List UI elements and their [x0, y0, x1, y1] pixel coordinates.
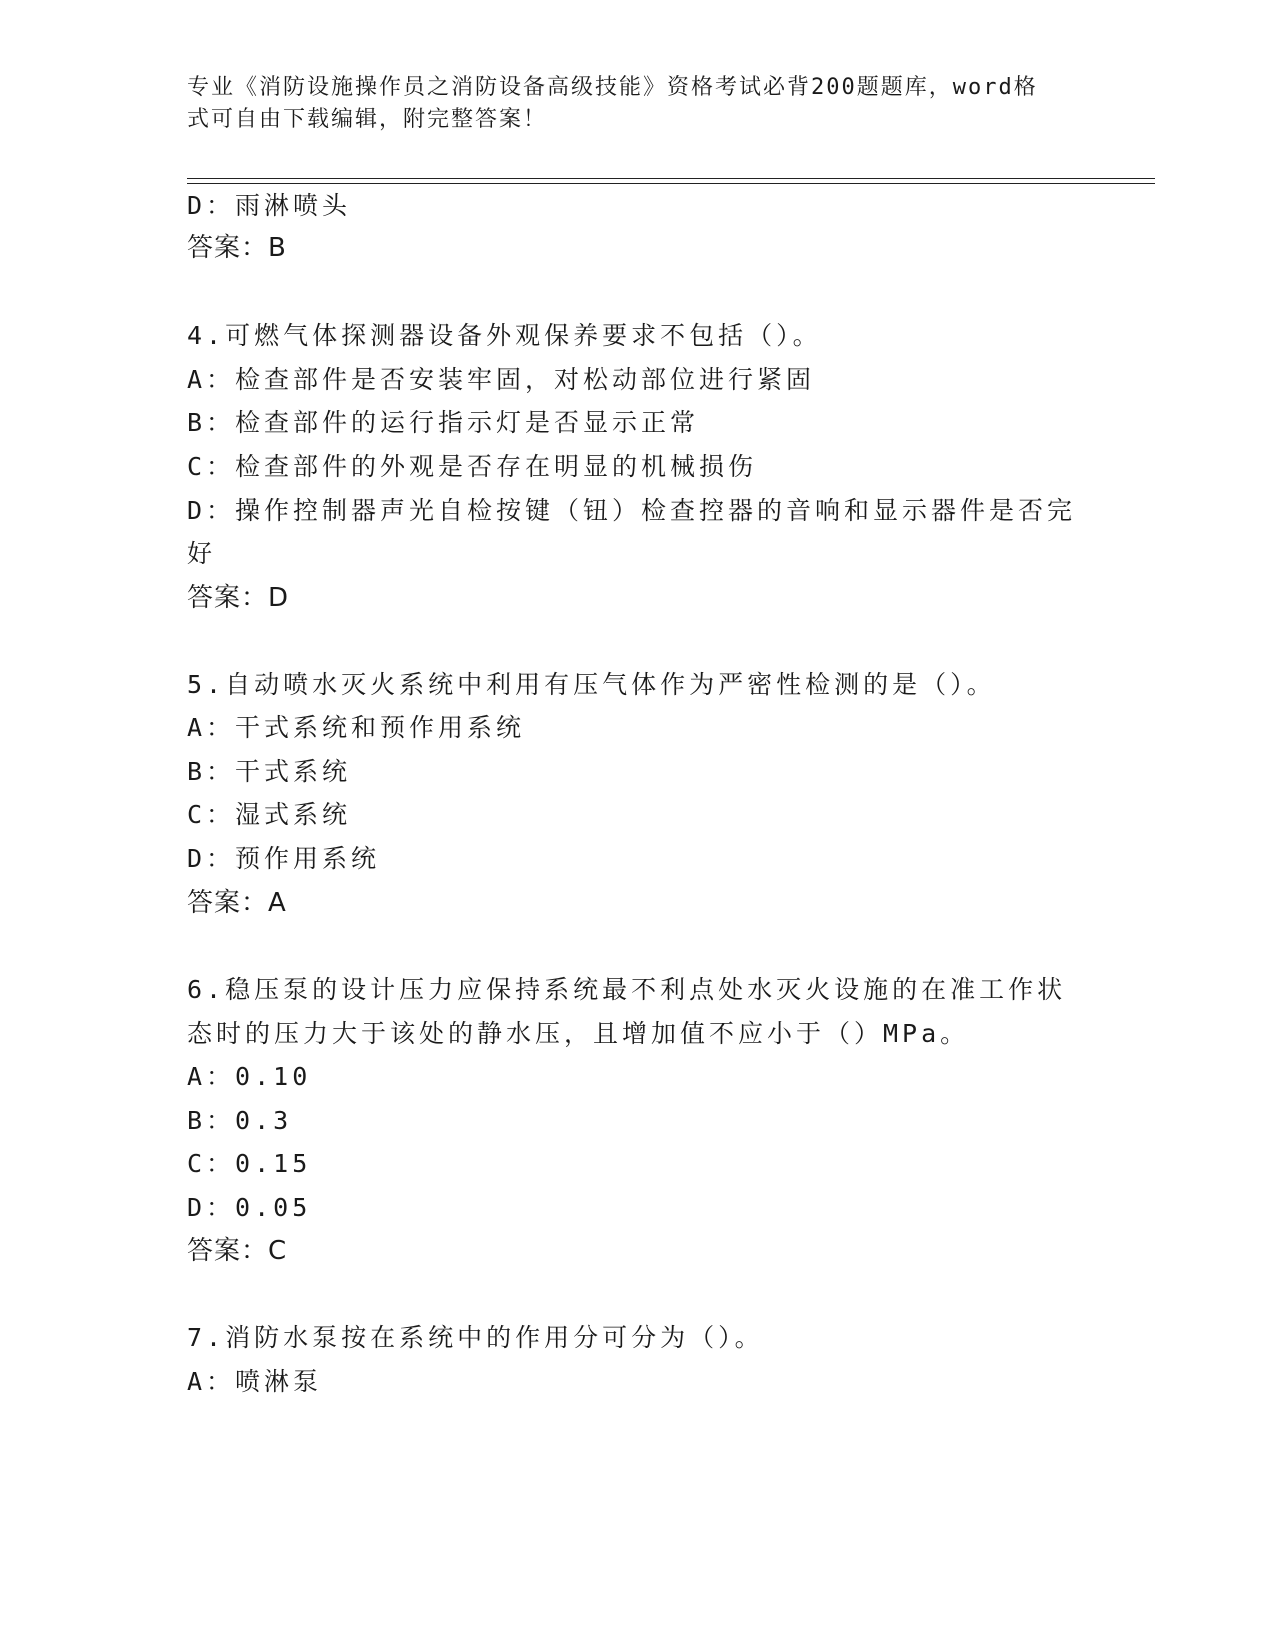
answer-line: 答案：D [187, 583, 290, 613]
header-line-2: 式可自由下载编辑，附完整答案！ [187, 107, 548, 132]
option-line: B：检查部件的运行指示灯是否显示正常 [187, 408, 700, 437]
option-line: A：0.10 [187, 1062, 312, 1091]
option-line: A：干式系统和预作用系统 [187, 713, 526, 742]
option-line: B：干式系统 [187, 757, 352, 786]
question-line: 7.消防水泵按在系统中的作用分可分为（）。 [187, 1323, 764, 1352]
answer-line: 答案：B [187, 233, 287, 263]
option-line: D：雨淋喷头 [187, 191, 352, 220]
option-line: C：检查部件的外观是否存在明显的机械损伤 [187, 452, 758, 481]
option-line: A：喷淋泵 [187, 1367, 323, 1396]
option-line: D：预作用系统 [187, 844, 381, 873]
option-line: B：0.3 [187, 1106, 293, 1135]
option-line: D：操作控制器声光自检按键（钮）检查控器的音响和显示器件是否完 [187, 496, 1077, 525]
header-line-1: 专业《消防设施操作员之消防设备高级技能》资格考试必背200题题库，word格 [187, 75, 1038, 100]
option-line: 好 [187, 539, 217, 568]
document-header [187, 72, 1067, 136]
question-line: 5.自动喷水灭火系统中利用有压气体作为严密性检测的是（）。 [187, 670, 996, 699]
question-line: 态时的压力大于该处的静水压，且增加值不应小于（）MPa。 [187, 1019, 970, 1048]
option-line: C：湿式系统 [187, 800, 352, 829]
option-line: D：0.05 [187, 1193, 312, 1222]
question-line: 4.可燃气体探测器设备外观保养要求不包括（）。 [187, 321, 822, 350]
header-divider-top [187, 178, 1155, 179]
option-line: A：检查部件是否安装牢固，对松动部位进行紧固 [187, 365, 816, 394]
answer-line: 答案：A [187, 888, 287, 918]
question-line: 6.稳压泵的设计压力应保持系统最不利点处水灭火设施的在准工作状 [187, 975, 1067, 1004]
answer-line: 答案：C [187, 1236, 288, 1266]
header-divider-bottom [187, 183, 1155, 184]
option-line: C：0.15 [187, 1149, 312, 1178]
